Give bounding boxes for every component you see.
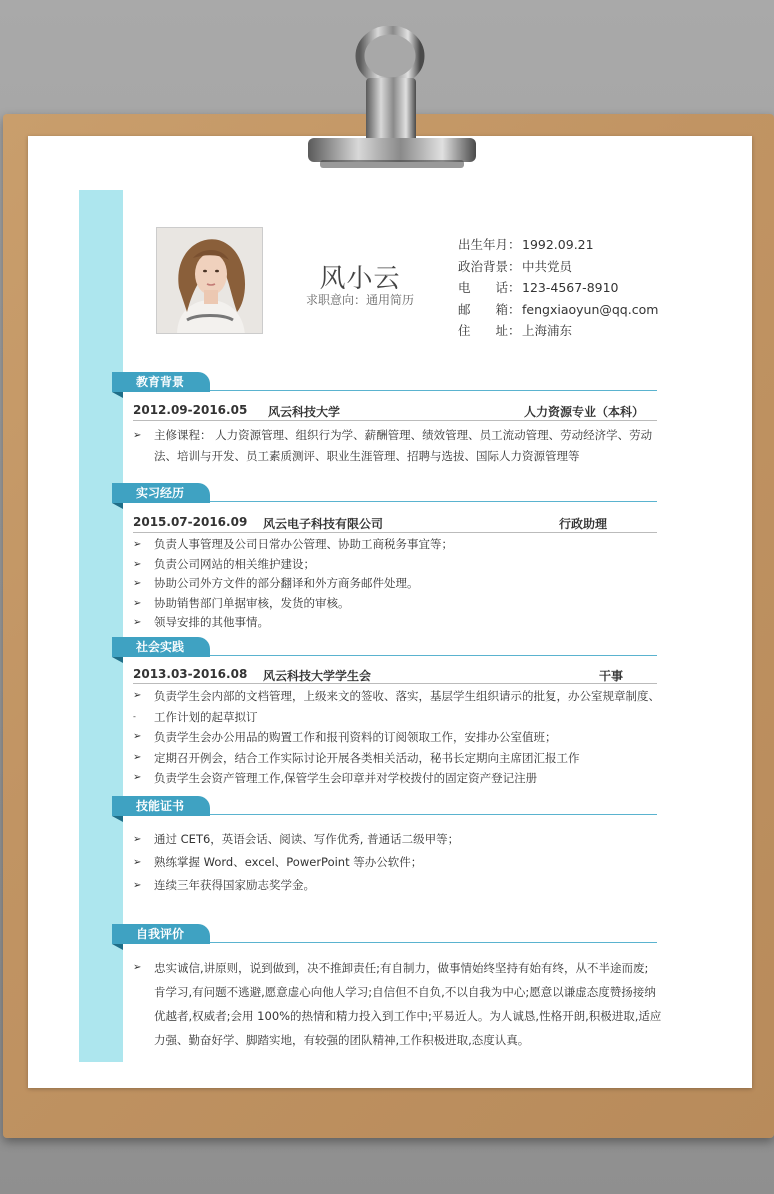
list-item: ➢ 忠实诚信,讲原则，说到做到，决不推卸责任;有自制力，做事情始终坚持有始有终，从不半途而废;: [133, 961, 649, 975]
list-item: ➢ 定期召开例会，结合工作实际讨论开展各类相关活动，秘书长定期向主席团汇报工作: [133, 750, 580, 765]
entry-rule: [133, 532, 657, 533]
portrait-icon: [157, 228, 263, 334]
section-title-self-evaluation: 自我评价: [112, 924, 210, 944]
list-item: ➢ 负责公司网站的相关维护建设；: [133, 556, 315, 571]
list-item: 法、培训与开发、员工素质测评、职业生涯管理、招聘与选拔、国际人力资源管理等: [154, 449, 580, 463]
section-title-skills: 技能证书: [112, 796, 210, 816]
info-row-address: 住 址： 上海浦东: [458, 323, 573, 338]
list-item: ➢ 领导安排的其他事情。: [133, 615, 269, 629]
internship-list: [133, 535, 657, 633]
entry-rule: [133, 683, 657, 684]
list-item: ➢ 协助公司外方文件的部分翻译和外方商务邮件处理。: [133, 576, 419, 590]
list-item: - 工作计划的起草拟订: [133, 709, 258, 724]
candidate-name: 风小云: [319, 264, 401, 294]
section-divider: [210, 942, 657, 943]
section-divider: [210, 501, 657, 502]
list-item: 优越者,权威者;会用 100%的热情和精力投入到工作中;平易近人。为人诚恳,性格开朗,积极进取,适应: [154, 1009, 662, 1023]
avatar: [156, 227, 263, 334]
list-item: ➢ 负责人事管理及公司日常办公管理、协助工商税务事宜等；: [133, 537, 453, 551]
practice-header: [133, 667, 657, 687]
self-evaluation-list: [133, 956, 662, 1052]
section-divider: [210, 390, 657, 391]
section-title-practice: 社会实践: [112, 637, 210, 657]
list-item: ➢ 通过 CET6，英语会话、阅读、写作优秀, 普通话二级甲等；: [133, 832, 460, 846]
internship-company: 风云电子科技有限公司: [263, 517, 384, 531]
skills-list: [133, 828, 657, 897]
info-row-politics: 政治背景： 中共党员: [458, 258, 573, 274]
info-row-email: 邮 箱： fengxiaoyun@qq.com: [458, 301, 659, 317]
internship-period: 2015.07-2016.09: [133, 515, 248, 529]
section-divider: [210, 814, 657, 815]
binder-clip-icon: [290, 26, 480, 176]
entry-rule: [133, 420, 657, 421]
list-item: 力强、勤奋好学、脚踏实地，有较强的团队精神,工作积极进取,态度认真。: [154, 1033, 530, 1047]
list-item: ➢ 连续三年获得国家励志奖学金。: [133, 878, 315, 892]
list-item: ➢ 负责学生会内部的文档管理，上级来文的签收、落实，基层学生组织请示的批复，办公室规章制度、: [133, 689, 660, 703]
personal-info: [458, 234, 698, 342]
education-period: 2012.09-2016.05: [133, 403, 248, 417]
section-title-education: 教育背景: [112, 372, 210, 392]
practice-list: [133, 686, 660, 789]
education-major: 人力资源专业（本科）: [524, 405, 645, 419]
internship-role: 行政助理: [559, 517, 608, 531]
job-intent: 求职意向：通用简历: [305, 293, 414, 307]
info-row-birth: 出生年月： 1992.09.21: [458, 237, 594, 252]
list-item: ➢ 协助销售部门单据审核，发货的审核。: [133, 595, 350, 610]
practice-org: 风云科技大学学生会: [263, 669, 372, 683]
list-item: 肯学习,有问题不逃避,愿意虚心向他人学习;自信但不自负,不以自我为中心;愿意以谦虚态度赞扬接纳: [154, 985, 656, 999]
list-item: ➢ 负责学生会资产管理工作,保管学生会印章并对学校拨付的固定资产登记注册: [133, 771, 538, 785]
list-item: ➢ 主修课程： 人力资源管理、组织行为学、薪酬管理、绩效管理、员工流动管理、劳动经济学、劳动: [133, 428, 653, 442]
section-divider: [210, 655, 657, 656]
section-title-internship: 实习经历: [112, 483, 210, 503]
education-list: [133, 425, 657, 467]
list-item: ➢ 负责学生会办公用品的购置工作和报刊资料的订阅领取工作，安排办公室值班；: [133, 730, 557, 744]
practice-period: 2013.03-2016.08: [133, 667, 248, 681]
info-row-phone: 电 话： 123-4567-8910: [458, 280, 619, 295]
list-item: ➢ 熟练掌握 Word、excel、PowerPoint 等办公软件；: [133, 855, 423, 869]
practice-role: 干事: [599, 669, 624, 683]
education-school: 风云科技大学: [268, 405, 341, 419]
